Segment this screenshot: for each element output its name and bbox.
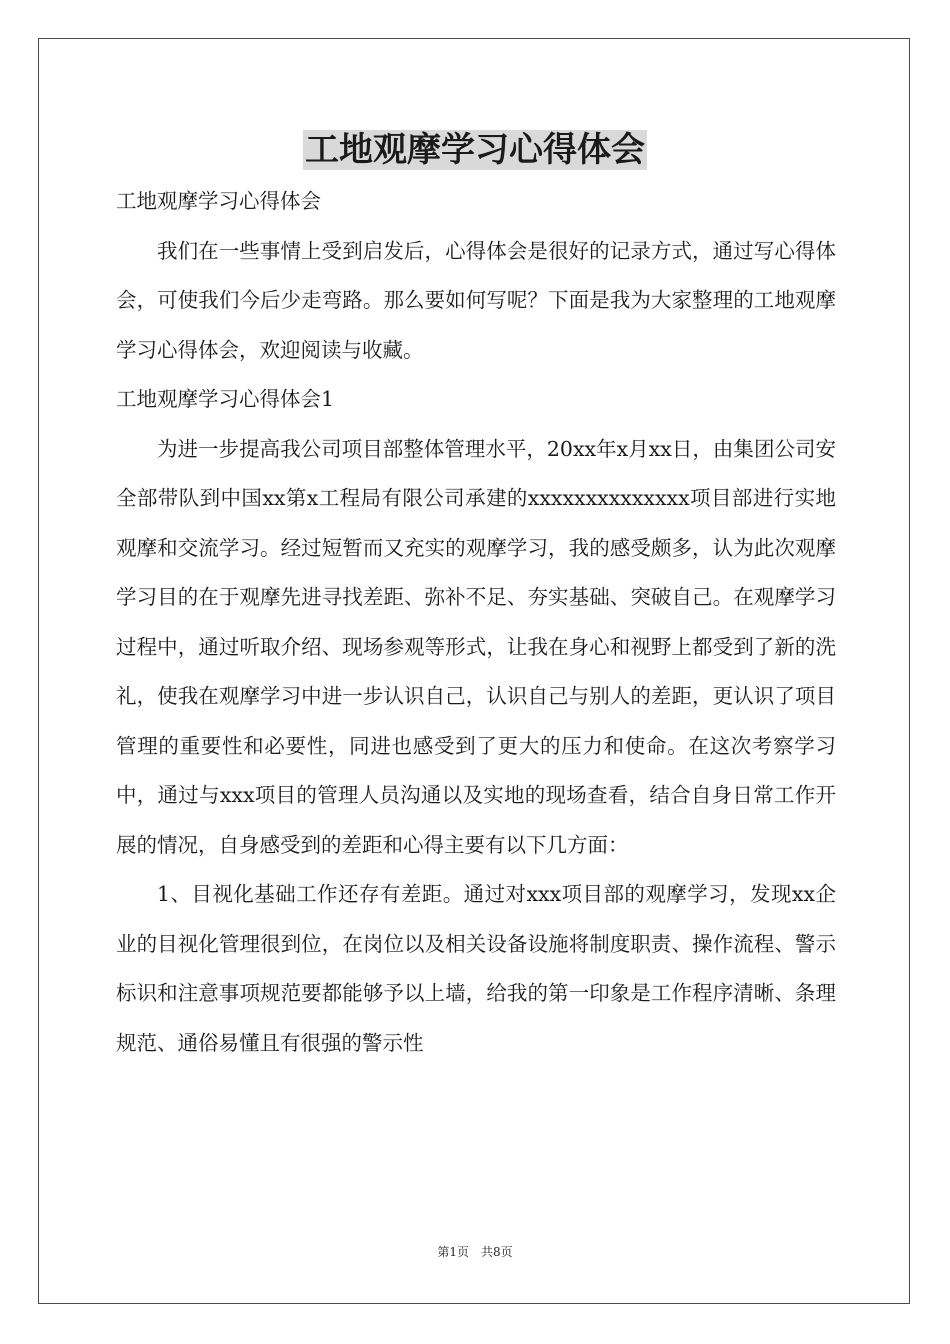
document-body	[116, 177, 836, 1068]
page-footer	[0, 1244, 950, 1260]
section-heading: 工地观摩学习心得体会1	[116, 387, 335, 411]
body-paragraph: 1、目视化基础工作还存有差距。通过对xxx项目部的观摩学习，发现xx企业的目视化管理很到位，在岗位以及相关设备设施将制度职责、操作流程、警示标识和注意事项规范要都能够予以上墙，给我的第一印象是工作程序清晰、条理规范、通俗易懂且有很强的警示性	[116, 882, 836, 1055]
page-number: 第1页 共8页	[437, 1245, 513, 1259]
intro-paragraph: 我们在一些事情上受到启发后，心得体会是很好的记录方式，通过写心得体会，可使我们今后少走弯路。那么要如何写呢？下面是我为大家整理的工地观摩学习心得体会，欢迎阅读与收藏。	[116, 238, 836, 362]
body-paragraph: 为进一步提高我公司项目部整体管理水平，20xx年x月xx日，由集团公司安全部带队到中国xx第x工程局有限公司承建的xxxxxxxxxxxxxx项目部进行实地观摩和交流学习。经过短暂而又充实的观摩学习，我的感受颇多，认为此次观摩学习目的在于观摩先进寻找差距、弥补不足、夯实基础、突破自己。在观摩学习过程中，通过听取介绍、现场参观等形式，让我在身心和视野上都受到了新的洗礼，使我在观摩学习中进一步认识自己，认识自己与别人的差距，更认识了项目管理的重要性和必要性，同进也感受到了更大的压力和使命。在这次考察学习中，通过与xxx项目的管理人员沟通以及实地的现场查看，结合自身日常工作开展的情况，自身感受到的差距和心得主要有以下几方面：	[116, 436, 836, 857]
subtitle-line: 工地观摩学习心得体会	[116, 189, 321, 213]
document-title: 工地观摩学习心得体会	[305, 130, 645, 170]
